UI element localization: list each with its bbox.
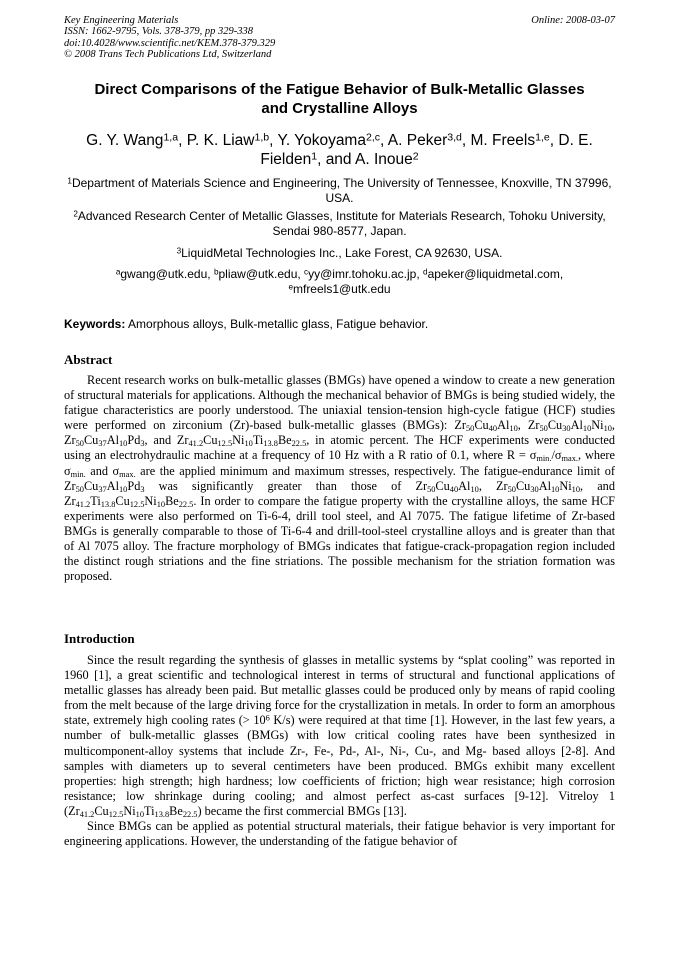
email-address: apeker@liquidmetal.com [427,267,560,281]
online-date: Online: 2008-03-07 [531,15,615,26]
keywords-label: Keywords: [64,317,126,331]
author-affiliation-marker: 1,a [163,131,179,144]
author-name: P. K. Liaw [186,132,255,149]
author-affiliation-marker: 2 [412,150,419,163]
email-address: mfreels1@utk.edu [292,282,391,296]
affiliation-1 [64,176,615,206]
author-list [64,131,615,169]
author-affiliation-marker: 1,e [535,131,550,144]
email-marker: c [304,267,309,277]
journal-issn: ISSN: 1662-9795, Vols. 378-379, pp 329-338 [64,26,253,38]
author-separator: , [380,132,388,149]
affiliation-3 [64,246,615,261]
introduction-paragraph-2: Since BMGs can be applied as potential structural materials, their fatigue behavior is very important for engineering applications. However, the understanding of the fatigue behavior of [64,819,615,849]
author-separator: , and [317,151,356,168]
affiliation-2-marker: 2 [73,209,78,219]
journal-header [64,15,615,60]
keywords-text: Amorphous alloys, Bulk-metallic glass, Fatigue behavior. [128,317,429,331]
author-name: A. Inoue [355,151,413,168]
email-marker: a [115,267,121,277]
author-name: Y. Yokoyama [277,132,366,149]
author-separator: , [549,132,559,149]
email-marker: b [213,267,219,277]
introduction-heading: Introduction [64,631,135,646]
abstract-heading: Abstract [64,352,113,367]
email-address: pliaw@utk.edu [218,267,298,281]
email-address: yy@imr.tohoku.ac.jp [308,267,417,281]
author-emails: $^a$gwang@utk.edu, $^b$pliaw@utk.edu, $^c$yy@imr.tohoku.ac.jp, $^d$apeker@liquidmetal.com, $^e$mfreels1@utk.edu [115,267,564,296]
introduction-body [64,653,615,849]
affiliation-3-marker: 3 [176,246,182,256]
affiliation-2 [64,209,615,239]
journal-doi: doi:10.4028/www.scientific.net/KEM.378-379.329 [64,37,276,49]
affiliation-3-text: LiquidMetal Technologies Inc., Lake Forest, CA 92630, USA. [181,246,503,260]
paper-title [64,80,615,118]
journal-copyright: © 2008 Trans Tech Publications Ltd, Switzerland [64,48,272,60]
abstract-body [64,373,615,584]
affiliation-1-text: Department of Materials Science and Engineering, The University of Tennessee, Knoxville, TN 37996, USA. [71,176,612,205]
author-affiliation-marker: 1,b [254,131,270,144]
journal-name: Key Engineering Materials [64,15,179,26]
author-name: D. E. Fielden [260,132,593,168]
author-affiliation-marker: 2,c [365,131,381,144]
title-line-2: and Crystalline Alloys [261,100,418,117]
author-separator: , [178,132,187,149]
author-name: A. Peker [387,132,448,149]
author-separator: , [461,132,471,149]
email-marker: d [423,267,428,277]
email-address: gwang@utk.edu [120,267,208,281]
affiliation-1-marker: 1 [67,176,72,186]
keywords [64,317,615,332]
author-name: G. Y. Wang [86,132,164,149]
author-name: M. Freels [470,132,536,149]
title-line-1: Direct Comparisons of the Fatigue Behavior of Bulk-Metallic Glasses [94,81,585,98]
email-marker: e [288,282,293,292]
author-affiliation-marker: 1 [311,150,318,163]
author-affiliation-marker: 3,d [447,131,462,144]
author-separator: , [269,132,278,149]
affiliation-2-text: Advanced Research Center of Metallic Glasses, Institute for Materials Research, Tohoku University, Sendai 980-8577, Japan. [77,209,606,238]
introduction-paragraph-1: Since the result regarding the synthesis of glasses in metallic systems by “splat cooling” was reported in 1960 [1], a great scientific and technological interest in terms of structural and functional applications of metallic glasses has already been paid. But metallic glasses could be produced only by means of rapid cooling from the melt because of the large driving force for the crystallization in metals. In order to form an amorphous state, extremely high cooling rates (> $10^6$ K/s) were required at that time [1]. However, in the last few years, a number of bulk-metallic glasses (BMGs) with low critical cooling rates have been synthesized in multicomponent-alloy systems that include Zr-, Fe-, Pd-, Al-, Ni-, Cu-, and Mg- based alloys [2-8]. And samples with diameters up to several centimeters have been produced. BMGs exhibit many excellent properties: high strength; high hardness; low coefficients of friction; high wear resistance; high corrosion resistance; low shrinkage during cooling; and almost perfect as-cast surfaces [9-12]. Vitreloy 1 $(Zr_{41.2}Cu_{12.5}Ni_{10}Ti_{13.8}Be_{22.5})$ became the first commercial BMGs [13]. [64,653,615,820]
abstract-paragraph: Recent research works on bulk-metallic glasses (BMGs) have opened a window to create a new generation of structural materials for applications. Although the mechanical behavior of BMGs is being studied widely, the fatigue characteristics are poorly understood. The uniaxial tension-tension high-cycle fatigue (HCF) studies were performed on zirconium (Zr)-based bulk-metallic glasses (BMGs): $Zr_{50}Cu_{40}Al_{10}$, $Zr_{50}Cu_{30}Al_{10}Ni_{10}$, $Zr_{50}Cu_{37}Al_{10}Pd_3$, and $Zr_{41.2}Cu_{12.5}Ni_{10}Ti_{13.8}Be_{22.5}$, in atomic percent. The HCF experiments were conducted using an electrohydraulic machine at a frequency of 10 Hz with a R ratio of 0.1, where $R = \sigma_{min.}/\sigma_{max.}$, where $\sigma_{min.}$ and $\sigma_{max.}$ are the applied minimum and maximum stresses, respectively. The fatigue-endurance limit of $Zr_{50}Cu_{37}Al_{10}Pd_3$ was significantly greater than those of $Zr_{50}Cu_{40}Al_{10}$, $Zr_{50}Cu_{30}Al_{10}Ni_{10}$, and $Zr_{41.2}Ti_{13.8}Cu_{12.5}Ni_{10}Be_{22.5}$. In order to compare the fatigue property with the crystalline alloys, the same HCF experiments were also performed on Ti-6-4, drill tool steel, and Al 7075. The fatigue lifetime of Zr-based BMGs is generally comparable to those of Ti-6-4 and drill-tool-steel crystalline alloys and is greater than that of Al 7075 alloy. The fracture morphology of BMGs indicates that fatigue-crack-propagation region included the distinct rough striations and the fine striations. The possible mechanism for the striation formation was proposed. [64,373,615,584]
